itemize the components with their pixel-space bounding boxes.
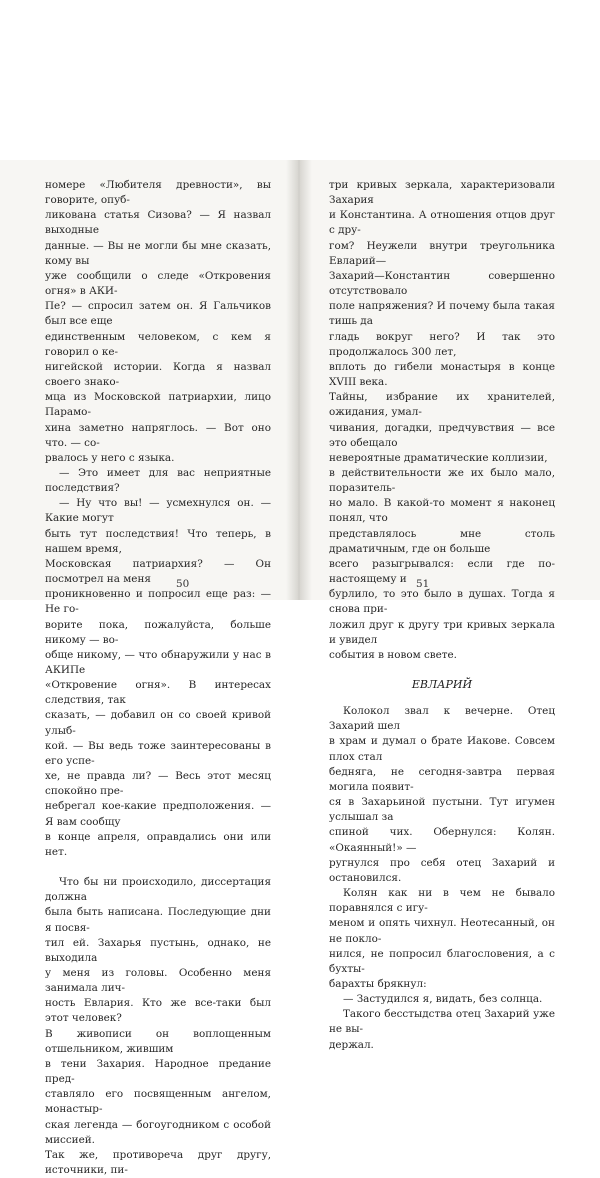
text-line: события в новом свете. xyxy=(329,648,457,661)
text-line: была быть написана. Последующие дни я посвя- xyxy=(45,906,271,934)
text-line: представлялось мне столь драматичным, где он больше xyxy=(329,527,555,555)
text-line: чивания, догадки, предчувствия — все это обещало xyxy=(329,421,555,449)
text-line: — Застудился я, видать, без солнца. xyxy=(343,993,543,1006)
text-line: сказать, — добавил он со своей кривой улыб- xyxy=(45,709,271,737)
text-line: ругнулся про себя отец Захарий и остановился. xyxy=(329,856,555,884)
chapter-heading: ЕВЛАРИЙ xyxy=(411,678,473,691)
text-line: нигейской истории. Когда я назвал своего знако- xyxy=(45,360,271,389)
text-line: обще никому, — что обнаружили у нас в АКИПе xyxy=(45,648,271,676)
text-line: быть тут последствия! Что теперь, в нашем время, xyxy=(45,527,271,555)
text-line: бедняга, не сегодня-завтра первая могила появит- xyxy=(329,765,555,793)
text-line: три кривых зеркала, характеризовали Захария xyxy=(329,179,555,207)
text-line: — Ну что вы! — усмехнулся он. — Какие могут xyxy=(45,497,271,525)
right-page-top-text xyxy=(329,178,555,663)
book-gutter xyxy=(286,160,312,600)
text-line: нился, не попросил благословения, а с бухты- xyxy=(329,947,555,975)
text-line: рвалось у него с языка. xyxy=(45,451,175,464)
text-line: в храм и думал о брате Иакове. Совсем плох стал xyxy=(329,735,555,763)
text-line: «Откровение огня». В интересах следствия, так xyxy=(45,679,271,707)
text-line: ликована статья Сизова? — Я назвал выходные xyxy=(45,209,271,237)
left-page xyxy=(45,178,271,1178)
text-line: хе, не правда ли? — Весь этот месяц спокойно пре- xyxy=(45,770,271,798)
text-line: ся в Захарьиной пустыни. Тут игумен услышал за xyxy=(329,796,555,824)
text-line: всего разыгрывался: если где по-настоящему и xyxy=(329,557,555,586)
text-line: Так же, противореча друг другу, источники, пи- xyxy=(45,1148,271,1176)
text-line: хина заметно напряглось. — Вот оно что. — со- xyxy=(45,421,271,449)
text-line: барахты брякнул: xyxy=(329,977,427,990)
text-line: в действительности же их было мало, поразитель- xyxy=(329,466,555,495)
text-line: Колокол звал к вечерне. Отец Захарий шел xyxy=(329,705,555,733)
text-line: данные. — Вы не могли бы мне сказать, кому вы xyxy=(45,239,271,267)
text-line: небрегал кое-какие предположения. — Я вам сообщу xyxy=(45,800,271,828)
text-line: у меня из головы. Особенно меня занимала лич- xyxy=(45,966,271,995)
right-page-chapter-text xyxy=(329,704,555,1053)
text-line: Пе? — спросил затем он. Я Гальчиков был все еще xyxy=(45,300,271,328)
text-line: вплоть до гибели монастыря в конце XVIII века. xyxy=(329,360,555,389)
text-line xyxy=(45,860,271,875)
text-line: мца из Московской патриархии, лицо Парамо- xyxy=(45,391,271,419)
text-line: держал. xyxy=(329,1038,374,1051)
text-line: бурлило, то это было в душах. Тогда я снова при- xyxy=(329,588,555,616)
text-line: гом? Неужели внутри треугольника Евларий— xyxy=(329,239,555,267)
text-line: невероятные драматические коллизии, xyxy=(329,451,548,464)
text-line: ская легенда — богоугодником с особой миссией. xyxy=(45,1118,271,1146)
text-line: Что бы ни происходило, диссертация должна xyxy=(45,876,271,904)
text-line: ставляло его посвященным ангелом, монастыр- xyxy=(45,1088,271,1116)
text-line: меном и опять чихнул. Неотесанный, он не покло- xyxy=(329,917,555,945)
text-line: Такого бесстыдства отец Захарий уже не вы- xyxy=(329,1008,555,1036)
text-line: ность Евлария. Кто же все-таки был этот человек? xyxy=(45,997,271,1025)
text-line: ворите пока, пожалуйста, больше никому — во- xyxy=(45,618,271,646)
text-line: В живописи он воплощенным отшельником, жившим xyxy=(45,1027,271,1055)
text-line: Московская патриархия? — Он посмотрел на меня xyxy=(45,557,271,586)
text-line: спиной чих. Обернулся: Колян. «Окаянный!» — xyxy=(329,826,555,854)
text-line: в тени Захария. Народное предание пред- xyxy=(45,1057,271,1086)
text-line: но мало. В какой-то момент я наконец понял, что xyxy=(329,497,555,525)
text-line: проникновенно и попросил еще раз: — Не го- xyxy=(45,588,271,616)
text-line: Тайны, избрание их хранителей, ожидания, умал- xyxy=(329,391,555,419)
text-line: ложил друг к другу три кривых зеркала и увидел xyxy=(329,618,555,646)
text-line: и Константина. А отношения отцов друг с дру- xyxy=(329,209,555,237)
text-line: кой. — Вы ведь тоже заинтересованы в его успе- xyxy=(45,739,271,767)
right-page xyxy=(329,178,555,1053)
right-page-number: 51 xyxy=(416,578,430,590)
text-line: номере «Любителя древности», вы говорите, опуб- xyxy=(45,179,271,207)
text-line: Колян как ни в чем не бывало поравнялся с игу- xyxy=(329,887,555,915)
text-line: единственным человеком, с кем я говорил о ке- xyxy=(45,330,271,358)
text-line: поле напряжения? И почему была такая тишь да xyxy=(329,300,555,328)
text-line: Захарий—Константин совершенно отсутствовало xyxy=(329,269,555,298)
left-page-number: 50 xyxy=(176,578,190,590)
text-line: в конце апреля, оправдались они или нет. xyxy=(45,830,271,858)
text-line: — Это имеет для вас неприятные последствия? xyxy=(45,466,271,495)
text-line: уже сообщили о следе «Откровения огня» в АКИ- xyxy=(45,269,271,298)
text-line: тил ей. Захарья пустынь, однако, не выходила xyxy=(45,936,271,964)
text-line: гладь вокруг него? И так это продолжалось 300 лет, xyxy=(329,330,555,358)
